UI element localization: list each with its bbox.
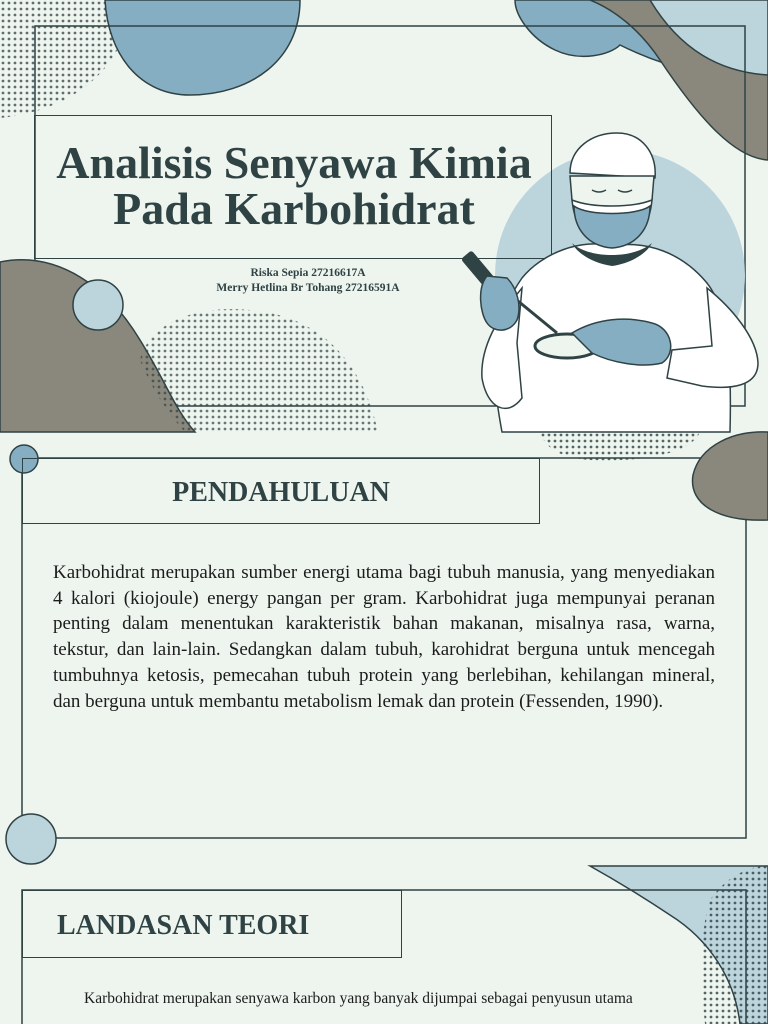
section-heading-pendahuluan: PENDAHULUAN (172, 477, 390, 508)
author-2: Merry Hetlina Br Tohang 27216591A (216, 282, 400, 294)
landasan-body: Karbohidrat merupakan senyawa karbon yang banyak dijumpai sebagai penyusun utama (84, 990, 633, 1007)
pendahuluan-body: Karbohidrat merupakan sumber energi utama bagi tubuh manusia, yang menyediakan 4 kalori (kiojoule) energy pangan per gram. Karbohidrat juga mempunyai peranan penting dalam menentukan karakteristik bahan makanan, misalnya rasa, warna, tekstur, dan lain-lain. Sedangkan dalam tubuh, karohidrat berguna untuk mencegah tumbuhnya ketosis, pemecahan tubuh protein yang berlebihan, kehilangan mineral, dan berguna untuk membantu metabolism lemak dan protein (Fessenden, 1990). (53, 562, 715, 712)
authors-block (160, 266, 456, 296)
title-line-2: Pada Karbohidrat (113, 183, 475, 234)
scientist-illustration (462, 128, 762, 434)
title-line-1: Analisis Senyawa Kimia (56, 137, 532, 188)
author-1: Riska Sepia 27216617A (250, 267, 366, 279)
section-heading-landasan-teori: LANDASAN TEORI (57, 910, 310, 941)
